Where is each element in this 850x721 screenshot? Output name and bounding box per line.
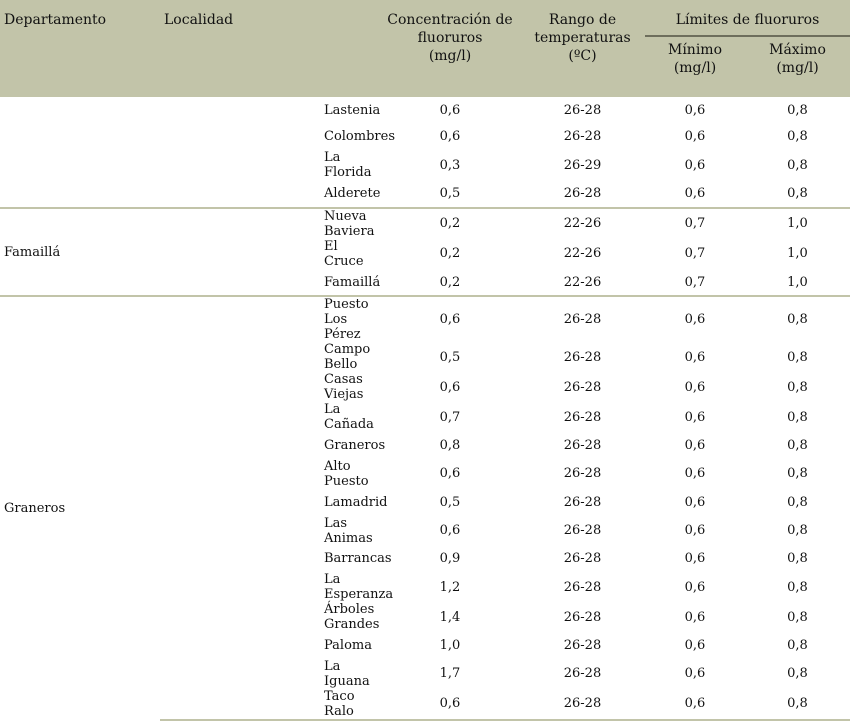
table-body: [0, 96, 850, 720]
cell-minimo: 0,6: [684, 579, 706, 595]
header-line: temperaturas: [534, 30, 631, 46]
cell-localidad: El Cruce: [324, 238, 364, 269]
cell-maximo: 0,8: [745, 96, 850, 124]
cell-localidad: Famaillá: [324, 274, 381, 290]
cell-maximo: 0,8: [787, 637, 808, 653]
cell-maximo: 0,8: [787, 523, 808, 539]
cell-rango-temperaturas: 22-26: [520, 208, 645, 239]
cell-concentracion: 0,3: [439, 157, 461, 173]
cell-minimo: 0,6: [684, 438, 706, 454]
header-localidad: Localidad: [160, 0, 380, 96]
cell-localidad: Taco Ralo: [160, 689, 380, 720]
header-departamento: Departamento: [0, 0, 160, 96]
cell-rango-temperaturas: 26-28: [520, 689, 645, 720]
cell-localidad: La Florida: [324, 150, 372, 181]
cell-maximo: 0,8: [745, 689, 850, 720]
cell-maximo: 0,8: [787, 349, 808, 365]
cell-concentracion: 0,9: [439, 551, 461, 567]
cell-minimo: 0,6: [684, 523, 706, 539]
cell-minimo: 0,6: [684, 157, 706, 173]
header-line: (mg/l): [776, 60, 819, 76]
table-row: [0, 96, 850, 124]
cell-rango-temperaturas: 26-28: [563, 185, 602, 201]
cell-minimo: 0,6: [684, 609, 706, 625]
cell-localidad: La Esperanza: [324, 572, 394, 603]
header-line: Concentración de: [387, 12, 513, 28]
cell-maximo: 1,0: [745, 208, 850, 239]
cell-localidad: Colombres: [324, 129, 395, 145]
cell-localidad: Nueva Baviera: [160, 208, 380, 239]
cell-concentracion: 1,4: [439, 609, 461, 625]
cell-maximo: 1,0: [787, 246, 808, 262]
cell-rango-temperaturas: 26-28: [563, 466, 602, 482]
cell-concentracion: 1,2: [439, 579, 461, 595]
cell-maximo: 0,8: [787, 551, 808, 567]
cell-rango-temperaturas: 26-28: [520, 96, 645, 124]
cell-minimo: 0,6: [645, 689, 745, 720]
cell-concentracion: 0,6: [439, 379, 461, 395]
cell-concentracion: 0,6: [439, 466, 461, 482]
cell-rango-temperaturas: 26-28: [563, 379, 602, 395]
header-minimo: [645, 36, 745, 96]
cell-localidad: Lastenia: [160, 96, 380, 124]
cell-minimo: 0,6: [684, 409, 706, 425]
cell-concentracion: 0,2: [439, 246, 461, 262]
cell-minimo: 0,6: [684, 185, 706, 201]
cell-localidad: Casas Viejas: [324, 372, 364, 403]
cell-maximo: 0,8: [745, 296, 850, 342]
cell-concentracion: 0,5: [439, 494, 461, 510]
cell-concentracion: 0,5: [439, 185, 461, 201]
cell-localidad: La Iguana: [324, 658, 370, 689]
cell-rango-temperaturas: 26-28: [520, 296, 645, 342]
header-rango-temperaturas: [520, 0, 645, 96]
cell-rango-temperaturas: 26-28: [563, 494, 602, 510]
cell-concentracion: 0,6: [439, 129, 461, 145]
cell-localidad: Campo Bello: [324, 342, 371, 373]
cell-rango-temperaturas: 22-26: [563, 246, 602, 262]
cell-departamento: Famaillá: [0, 208, 160, 297]
cell-rango-temperaturas: 26-28: [563, 523, 602, 539]
cell-rango-temperaturas: 26-28: [563, 609, 602, 625]
cell-minimo: 0,7: [645, 208, 745, 239]
cell-rango-temperaturas: 26-28: [563, 349, 602, 365]
cell-concentracion: 0,8: [439, 438, 461, 454]
cell-rango-temperaturas: 26-28: [563, 438, 602, 454]
cell-localidad: Alderete: [324, 185, 381, 201]
cell-localidad: Barrancas: [324, 551, 392, 567]
cell-concentracion: 1,0: [439, 637, 461, 653]
header-line: fluoruros: [417, 30, 483, 46]
cell-rango-temperaturas: 26-28: [563, 666, 602, 682]
cell-concentracion: 0,6: [439, 523, 461, 539]
header-maximo: [745, 36, 850, 96]
cell-minimo: 0,6: [645, 296, 745, 342]
cell-concentracion: 0,7: [439, 409, 461, 425]
cell-concentracion: 0,6: [380, 296, 520, 342]
cell-concentracion: 0,2: [380, 208, 520, 239]
cell-localidad: Árboles Grandes: [324, 602, 380, 633]
cell-minimo: 0,6: [684, 494, 706, 510]
cell-maximo: 0,8: [787, 409, 808, 425]
table-row: [0, 208, 850, 239]
cell-maximo: 0,8: [787, 579, 808, 595]
cell-localidad: Puesto Los Pérez: [160, 296, 380, 342]
cell-rango-temperaturas: 26-28: [563, 579, 602, 595]
cell-minimo: 0,6: [684, 551, 706, 567]
cell-minimo: 0,6: [684, 666, 706, 682]
cell-maximo: 0,8: [787, 185, 808, 201]
cell-maximo: 0,8: [787, 666, 808, 682]
cell-concentracion: 0,5: [439, 349, 461, 365]
cell-maximo: 0,8: [787, 609, 808, 625]
cell-minimo: 0,7: [684, 274, 706, 290]
header-line: (mg/l): [428, 48, 472, 64]
cell-localidad: Graneros: [324, 438, 386, 454]
cell-minimo: 0,6: [684, 466, 706, 482]
cell-maximo: 0,8: [787, 129, 808, 145]
cell-rango-temperaturas: 26-28: [563, 129, 602, 145]
cell-rango-temperaturas: 26-29: [563, 157, 602, 173]
cell-concentracion: 1,7: [439, 666, 461, 682]
cell-departamento: Graneros: [0, 296, 160, 719]
cell-rango-temperaturas: 26-28: [563, 637, 602, 653]
header-concentracion: [380, 0, 520, 96]
cell-localidad: La Cañada: [324, 402, 374, 433]
cell-localidad: Alto Puesto: [324, 458, 369, 489]
cell-concentracion: 0,6: [380, 689, 520, 720]
cell-maximo: 0,8: [787, 494, 808, 510]
cell-concentracion: 0,6: [380, 96, 520, 124]
cell-localidad: Paloma: [324, 637, 372, 653]
cell-minimo: 0,6: [684, 379, 706, 395]
cell-rango-temperaturas: 26-28: [563, 551, 602, 567]
header-line: (ºC): [568, 48, 597, 64]
cell-departamento: [0, 96, 160, 208]
cell-maximo: 0,8: [787, 379, 808, 395]
cell-minimo: 0,6: [684, 349, 706, 365]
cell-maximo: 1,0: [787, 274, 808, 290]
table-header: [0, 0, 850, 96]
cell-minimo: 0,7: [684, 246, 706, 262]
table-row: [0, 296, 850, 342]
cell-minimo: 0,6: [645, 96, 745, 124]
cell-maximo: 0,8: [787, 157, 808, 173]
cell-concentracion: 0,2: [439, 274, 461, 290]
cell-localidad: Las Animas: [324, 515, 373, 546]
cell-localidad: Lamadrid: [324, 494, 388, 510]
cell-minimo: 0,6: [684, 637, 706, 653]
header-line: Rango de: [548, 12, 617, 28]
header-line: (mg/l): [673, 60, 717, 76]
header-line: Mínimo: [667, 42, 722, 58]
cell-rango-temperaturas: 26-28: [563, 409, 602, 425]
header-limites: Límites de fluoruros: [645, 0, 850, 36]
cell-minimo: 0,6: [684, 129, 706, 145]
cell-rango-temperaturas: 22-26: [563, 274, 602, 290]
header-line: Máximo: [769, 42, 826, 58]
cell-maximo: 0,8: [787, 438, 808, 454]
cell-maximo: 0,8: [787, 466, 808, 482]
